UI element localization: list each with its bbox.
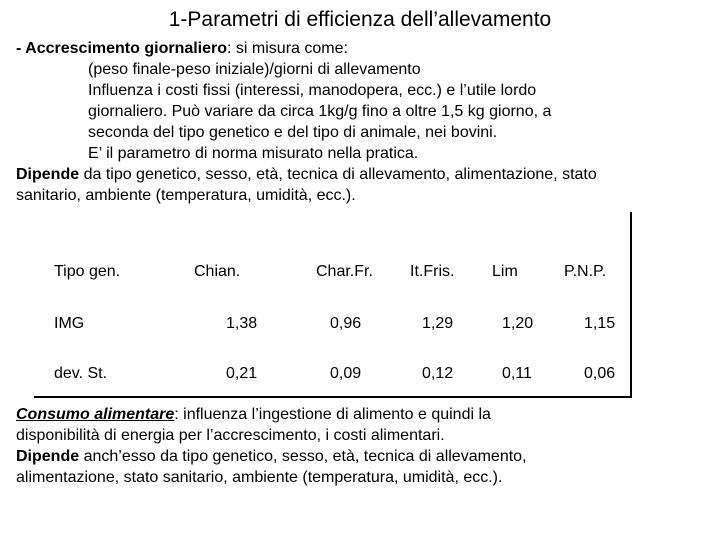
feed-line-1-rest: : influenza l’ingestione di alimento e quindi la [174,406,491,423]
table-header-breed: Tipo gen. [54,263,121,280]
feed-depends-line-1 [16,446,527,467]
growth-line-1: (peso finale-peso iniziale)/giorni di allevamento [88,61,421,78]
table-cell: 1,38 [226,315,258,332]
feed-depends-line-2: alimentazione, stato sanitario, ambiente (temperatura, umidità, ecc.). [16,469,503,486]
table-cell: 1,15 [584,315,616,332]
table-cell: 0,21 [226,365,258,382]
growth-line-3: giornaliero. Può variare da circa 1kg/g fino a oltre 1,5 kg giorno, a [88,103,552,120]
growth-line-2: Influenza i costi fissi (interessi, manodopera, ecc.) e l’utile lordo [88,82,537,99]
table-header: Char.Fr. [316,263,373,280]
table-header: Chian. [194,263,241,280]
feed-section [16,404,527,488]
growth-depends-text: da tipo genetico, sesso, età, tecnica di allevamento, alimentazione, stato [79,166,597,183]
table-cell: 0,09 [330,365,362,382]
growth-depends-word: Dipende [16,166,80,183]
growth-depends-line-2: sanitario, ambiente (temperatura, umidità, ecc.). [16,187,356,204]
growth-line-4: seconda del tipo genetico e del tipo di animale, nei bovini. [88,124,498,141]
table-cell: 0,11 [502,365,532,382]
feed-line-2: disponibilità di energia per l’accrescimento, i costi alimentari. [16,427,445,444]
feed-depends-text: anch’esso da tipo genetico, sesso, età, tecnica di allevamento, [79,448,527,465]
table-row-label-dev-st: dev. St. [54,365,108,382]
table-header: P.N.P. [564,263,607,280]
feed-term: Consumo alimentare [16,406,175,423]
table-header: It.Fris. [410,263,455,280]
feed-line-1 [16,404,527,425]
growth-section [16,38,597,206]
breed-table [34,212,632,398]
growth-intro: : si misura come: [227,40,348,57]
feed-depends-word: Dipende [16,448,80,465]
growth-term: - Accrescimento giornaliero [16,40,228,57]
table-header: Lim [492,263,518,280]
table-cell: 0,06 [584,365,616,382]
growth-depends-line-1 [16,164,597,185]
growth-definition-line [16,38,597,59]
table-cell: 0,96 [330,315,362,332]
table-cell: 0,12 [422,365,454,382]
table-cell: 1,20 [502,315,534,332]
page-title: 1-Parametri di efficienza dell’allevamento [168,8,552,31]
growth-line-5: E’ il parametro di norma misurato nella pratica. [88,145,419,162]
table-cell: 1,29 [422,315,454,332]
table-row-label-img: IMG [54,315,85,332]
